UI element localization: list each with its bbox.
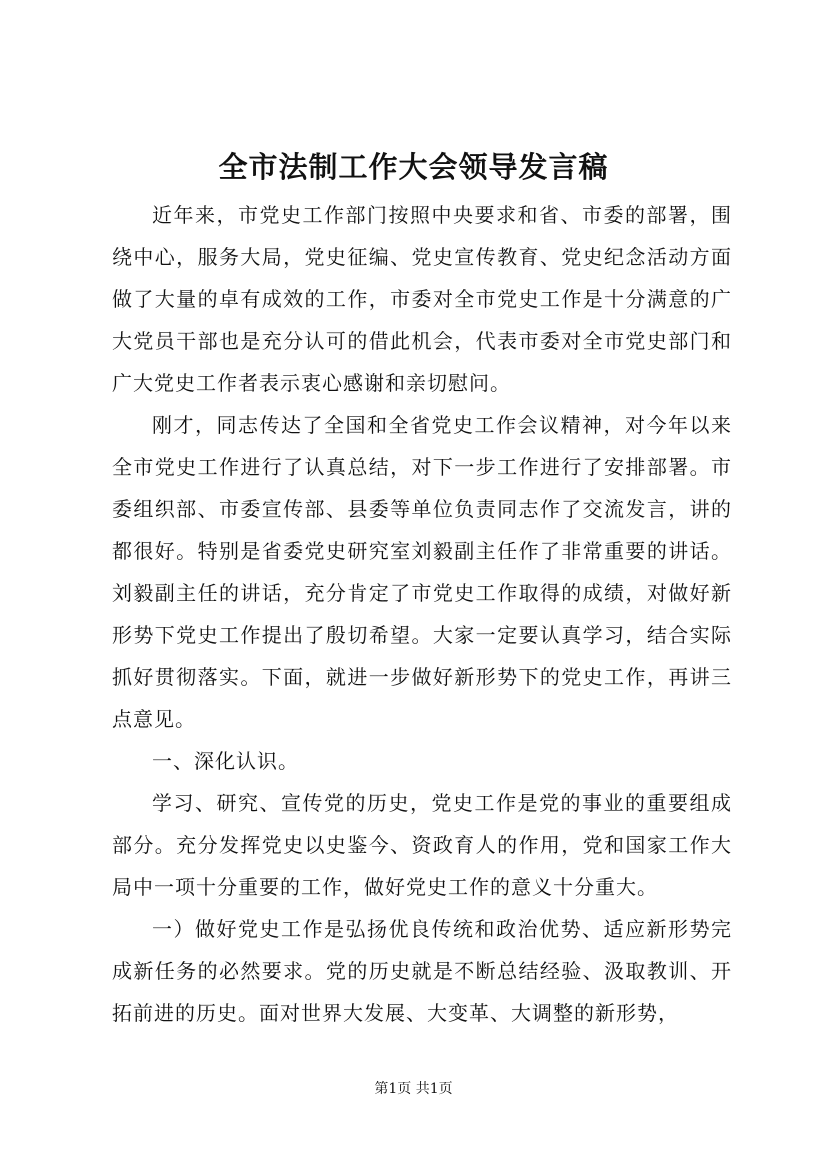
paragraph: 近年来，市党史工作部门按照中央要求和省、市委的部署，围绕中心，服务大局，党史征编、党史宣传教育、党史纪念活动方面做了大量的卓有成效的工作，市委对全市党史工作是十分满意的广大党员干部也是充分认可的借此机会，代表市委对全市党史部门和广大党史工作者表示衷心感谢和亲切慰问。: [112, 203, 732, 395]
paragraph: 学习、研究、宣传党的历史，党史工作是党的事业的重要组成部分。充分发挥党史以史鉴今、资政育人的作用，党和国家工作大局中一项十分重要的工作，做好党史工作的意义十分重大。: [112, 791, 732, 899]
document-body: [112, 194, 732, 1034]
paragraph: 刚才，同志传达了全国和全省党史工作会议精神，对今年以来全市党史工作进行了认真总结，对下一步工作进行了安排部署。市委组织部、市委宣传部、县委等单位负责同志作了交流发言，讲的都很好。特别是省委党史研究室刘毅副主任作了非常重要的讲话。刘毅副主任的讲话，充分肯定了市党史工作取得的成绩，对做好新形势下党史工作提出了殷切希望。大家一定要认真学习，结合实际抓好贯彻落实。下面，就进一步做好新形势下的党史工作，再讲三点意见。: [112, 413, 732, 731]
page-footer: 第1页 共1页: [374, 1081, 453, 1097]
paragraph: 一）做好党史工作是弘扬优良传统和政治优势、适应新形势完成新任务的必然要求。党的历史就是不断总结经验、汲取教训、开拓前进的历史。面对世界大发展、大变革、大调整的新形势，: [112, 917, 732, 1025]
section-heading: 一、深化认识。: [152, 749, 299, 773]
document-title: 全市法制工作大会领导发言稿: [218, 150, 609, 184]
